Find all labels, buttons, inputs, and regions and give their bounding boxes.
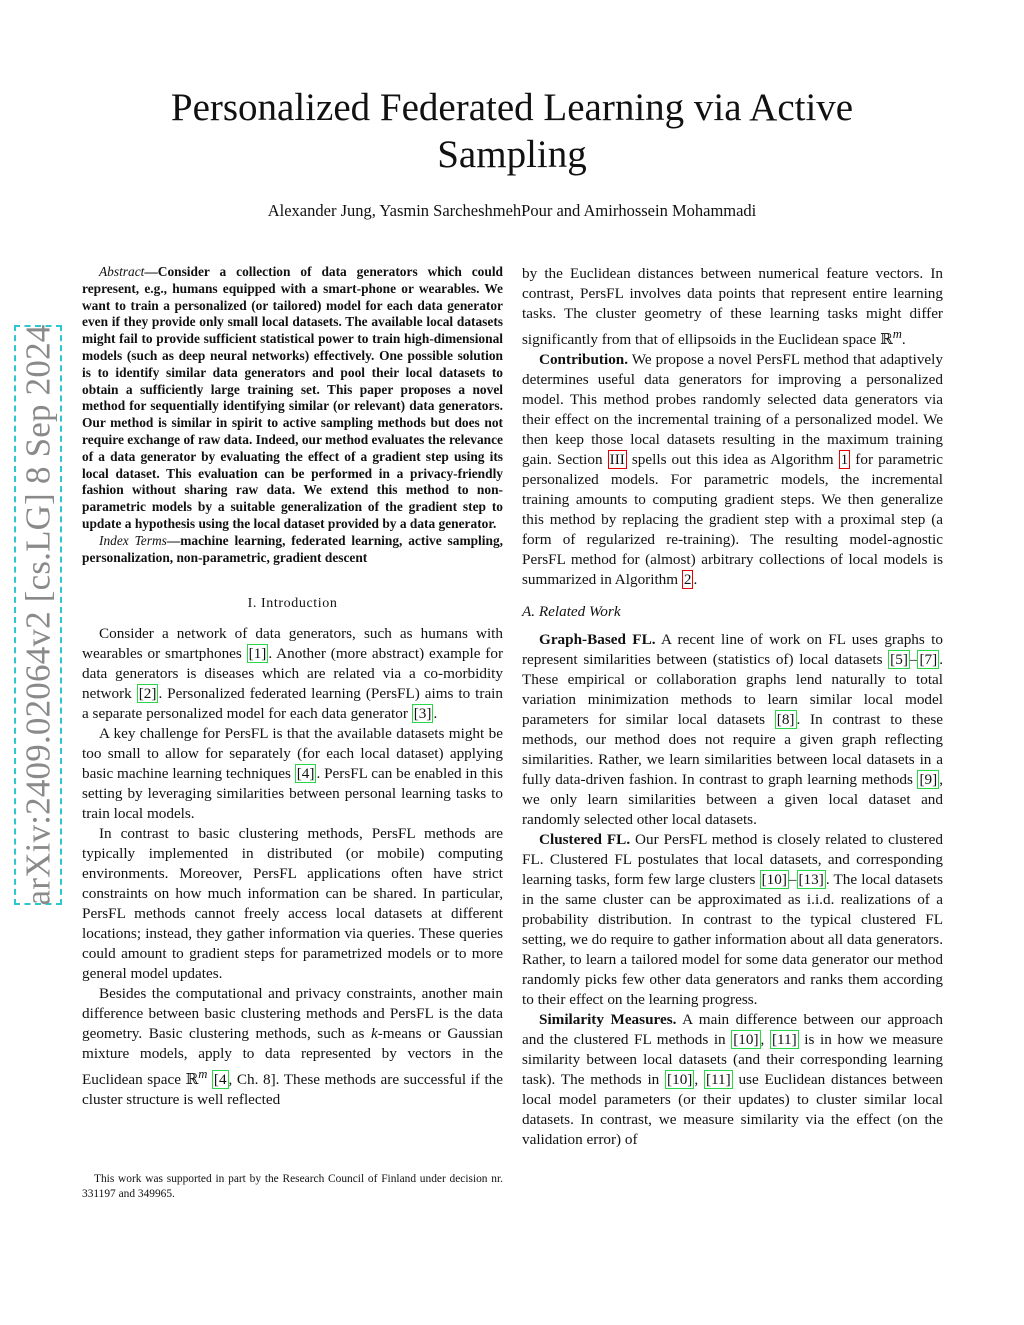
citation-link[interactable]: [11] [705, 1071, 731, 1089]
abstract-text: —Consider a collection of data generators which could represent, e.g., humans equipped with a smart-phone or wearables. We want to train a personalized (or tailored) model for each data generator even if they provide only small local datasets. The available local datasets might fail to provide sufficient statistical power to train high-dimensional models (such as deep neural networks) effectively. One possible solution is to identify similar data generators and pool their local datasets to obtain a sufficiently large training set. This paper proposes a novel method for sequentially identifying similar (or relevant) data generators. Our method is similar in spirit to active sampling methods but does not require exchange of raw data. Indeed, our method evaluates the relevance of a data generator by evaluating the effect of a gradient step using its local dataset. This evaluation can be performed in a privacy-friendly fashion without sharing raw data. We extend this method to non-parametric models by a suitable generalization of the gradient step to update a hypothesis using the local dataset provided by a data generator. [82, 264, 503, 531]
citation-link[interactable]: [13] [798, 871, 824, 889]
section-heading-introduction: I. Introduction [247, 596, 338, 612]
arxiv-identifier: arXiv:2409.02064v2 [cs.LG] 8 Sep 2024 [18, 324, 57, 906]
similarity-measures-heading: Similarity Measures. [539, 1011, 677, 1029]
citation-link[interactable]: [1] [248, 645, 267, 663]
citation-link[interactable]: [8] [776, 711, 795, 729]
citation-link[interactable]: [11] [771, 1031, 797, 1049]
citation-link[interactable]: [2] [138, 685, 157, 703]
contribution-paragraph: Contribution. We propose a novel PersFL method that adaptively determines useful data generators for improving a personalized model. This method probes randomly selected data generators via their effect on the incremental training of a personalized model. We then keep those local datasets resulting in the maximum training gain. Section III spells out this idea as Algorithm 1 for parametric personalized models. For parametric models, the incremental training amounts to computing gradient steps. We then generalize this method by replacing the gradient step with a proximal step (a form of regularized re-training). The resulting model-agnostic PersFL method for (almost) arbitrary collections of local models is summarized in Algorithm 2 . [522, 351, 944, 589]
arxiv-stamp [14, 325, 62, 905]
citation-link[interactable]: [10] [733, 1031, 759, 1049]
abstract-paragraph [82, 264, 503, 533]
citation-link[interactable]: [4 [213, 1071, 227, 1089]
index-terms-label: Index Terms [99, 532, 167, 548]
citation-link[interactable]: [5] [890, 651, 908, 669]
intro-paragraph-4: Besides the computational and privacy constraints, another main difference between basic clustering methods and PersFL is the data geometry. Basic clustering methods, such as k-means or Gaussian mixture models, apply to data represented by vectors in the Euclidean space ℝ$^m$ [4 , Ch. 8]. These methods are successful if the cluster structure is well reflected [82, 985, 503, 1109]
paper-title: Personalized Federated Learning via Active Sampling [170, 86, 854, 176]
graph-based-fl-paragraph: Graph-Based FL. A recent line of work on FL uses graphs to represent similarities between (statistics of) local datasets [5] – [7] . These empirical or collaboration graphs lend naturally to total variation minimization methods to learn similar local model parameters for similar local datasets [8] . In contrast to these methods, our method does not require a given graph reflecting similarities. Rather, we learn similarities between local datasets in a fully data-driven fashion. In contrast to graph learning methods [9] , we only learn similarities between a given local dataset and randomly selected other local datasets. [522, 631, 943, 829]
subsection-heading-related-work: A. Related Work [522, 603, 621, 621]
citation-link[interactable]: [10] [667, 1071, 693, 1089]
left-column [82, 264, 503, 1110]
citation-link[interactable]: [7] [919, 651, 938, 669]
abstract-label: Abstract [99, 264, 145, 279]
citation-link[interactable]: [3] [413, 705, 432, 723]
graph-based-fl-heading: Graph-Based FL. [539, 631, 656, 649]
clustered-fl-paragraph: Clustered FL. Our PersFL method is closely related to clustered FL. Clustered FL postulates that local datasets, and corresponding learning tasks, form few large clusters [10] – [13] . The local datasets in the same cluster can be approximated as i.i.d. realizations of a probability distribution. In contrast to the typical clustered FL setting, we do require to gather information about all data generators. Rather, to learn a tailored model for some data generator our method randomly picks few other data generators and ranks them according to their effect on the learning progress. [522, 831, 943, 1009]
author-list: Alexander Jung, Yasmin SarcheshmehPour and Amirhossein Mohammadi [267, 201, 757, 220]
funding-footnote: This work was supported in part by the Research Council of Finland under decision nr. 331197 and 349965. [82, 1173, 503, 1200]
citation-link[interactable]: [10] [761, 871, 787, 889]
contribution-heading: Contribution. [539, 351, 629, 369]
clustered-fl-heading: Clustered FL. [539, 831, 631, 849]
right-column [522, 264, 943, 1150]
algorithm-link[interactable]: 2 [683, 571, 692, 589]
intro-paragraph-1: Consider a network of data generators, such as humans with wearables or smartphones [1] . Another (more abstract) example for data generators is diseases which are related via a co-morbidity network [2] . Personalized federated learning (PersFL) aims to train a separate personalized model for each data generator [3] . [82, 625, 503, 723]
citation-link[interactable]: [4] [296, 765, 315, 783]
abstract [82, 264, 503, 566]
intro-paragraph-3: In contrast to basic clustering methods, PersFL methods are typically implemented in distributed (or mobile) computing environments. Moreover, PersFL applications often have strict constraints on how much information can be shared. In particular, PersFL methods cannot freely access local datasets at different locations; instead, they gather information via queries. These queries could amount to gradient steps for parametrized models or to more general model updates. [82, 825, 503, 983]
section-link[interactable]: III [609, 451, 625, 469]
index-terms [82, 533, 503, 567]
footnote [82, 1172, 503, 1201]
index-terms-text: —machine learning, federated learning, active sampling, personalization, non-parametric, gradient descent [82, 532, 503, 565]
continued-paragraph: by the Euclidean distances between numerical feature vectors. In contrast, PersFL involves data points that represent entire learning tasks. The cluster geometry of these learning tasks might differ significantly from that of ellipsoids in the Euclidean space ℝ$^m$. [522, 265, 943, 349]
algorithm-link[interactable]: 1 [840, 451, 849, 469]
citation-link[interactable]: [9] [919, 771, 938, 789]
intro-paragraph-2: A key challenge for PersFL is that the available datasets might be too small to allow for separately (for each local dataset) applying basic machine learning techniques [4] . PersFL can be enabled in this setting by leveraging similarities between personal learning tasks to train local models. [82, 725, 503, 823]
similarity-measures-paragraph: Similarity Measures. A main difference between our approach and the clustered FL methods in [10] , [11] is in how we measure similarity between local datasets (and their corresponding learning task). The methods in [10] , [11] use Euclidean distances between local model parameters (or their updates) to cluster similar local datasets. In contrast, we measure similarity via the effect (on the validation error) of [522, 1011, 944, 1149]
